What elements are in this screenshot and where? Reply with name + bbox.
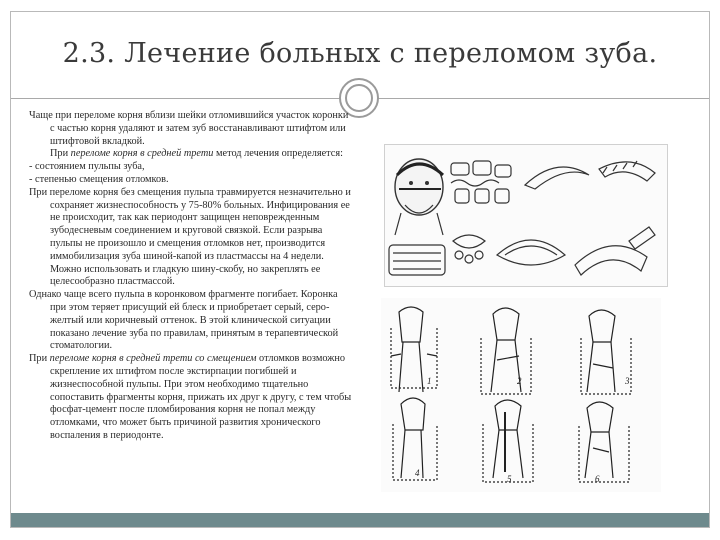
figure-label-1: 1 [427, 376, 432, 386]
paragraph-no-displacement: При переломе корня без смещения пульпа травмируется незначительно и сохраняет жизнеспособность у 75-80% больных. Инфицирования ее не происходит, так как периодонт защищен неповрежденным зубодесневым соединением и круговой связкой. Если разрыва пульпы не произошло и смещения отломков нет, производится иммобилизация зуба шиной-капой из пластмассы на 4 недели. Можно использовать и гладкую шину-скобу, но закреплять ее целесообразно пластмассой. [29, 186, 351, 288]
paragraph-2-emphasis: переломе корня в средней трети [70, 148, 214, 160]
list-item-pulp: - состоянием пульпы зуба, [29, 161, 145, 173]
list-item-displacement: - степенью смещения отломков. [29, 173, 169, 185]
paragraph-pulp-death: Однако чаще всего пульпа в коронковом фрагменте погибает. Коронка при этом теряет присущий ей блеск и приобретает серый, серо-желтый или коричневый оттенок. В этой клинической ситуации показано лечение зуба по правилам, принятым в терапевтической стоматологии. [29, 289, 339, 352]
paragraph-with-displacement [29, 353, 355, 443]
paragraph-7-pre: При [29, 353, 50, 365]
paragraph-2 [29, 148, 355, 161]
footer-accent-bar [11, 513, 709, 527]
figure-label-2: 2 [517, 376, 522, 386]
figure-label-3: 3 [625, 376, 630, 386]
paragraph-2-post: метод лечения определяется: [213, 148, 343, 160]
paragraph-7-post: отломков возможно скрепление их штифтом после экстирпации погибшей и жизнеспособной пульпы. При этом необходимо тщательно сопоставить фрагменты корня, прижать их друг к другу, с тем чтобы фосфат-цемент после пломбирования корня не попал между отломками, что может быть причиной развития хронического воспаления в периодонте. [50, 353, 352, 441]
dental-splints-illustration [384, 144, 668, 287]
figure-label-5: 5 [507, 474, 512, 484]
paragraph-7-emphasis: переломе корня в средней трети со смещением [49, 353, 257, 365]
figure-label-4: 4 [415, 468, 420, 478]
slide-body-text [29, 110, 355, 443]
paragraph-2-pre: При [50, 148, 71, 160]
tooth-fracture-diagrams [381, 298, 661, 492]
paragraph-1: Чаще при переломе корня вблизи шейки отломившийся участок коронки с частью корня удаляют и затем зуб восстанавливают штифтом или штифтовой вкладкой. [29, 110, 349, 147]
figure-label-6: 6 [595, 474, 600, 484]
slide-title: 2.3. Лечение больных с переломом зуба. [62, 38, 658, 69]
